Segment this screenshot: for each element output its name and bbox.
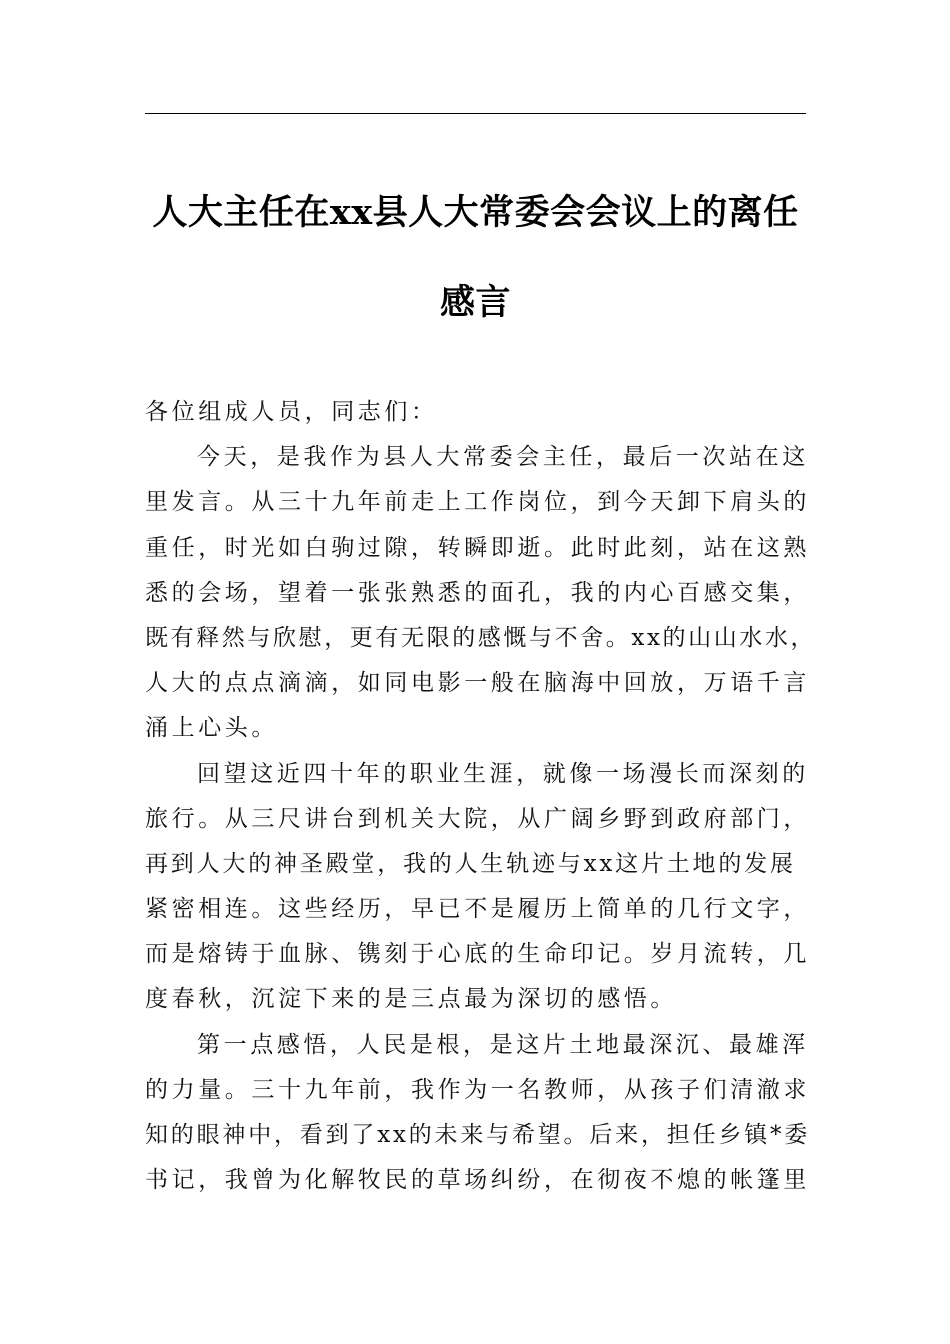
- paragraph-line: 度春秋，沉淀下来的是三点最为深切的感悟。: [145, 986, 677, 1013]
- paragraph-line: 既有释然与欣慰，更有无限的感慨与不舍。xx的山山水水，: [145, 624, 817, 651]
- header-rule: [145, 113, 806, 114]
- paragraph-1: [145, 435, 815, 751]
- document-title: [145, 168, 806, 348]
- paragraph-2: [145, 752, 815, 1023]
- title-line-2: 感言: [439, 282, 511, 323]
- paragraph-line: 紧密相连。这些经历，早已不是履历上简单的几行文字，: [145, 896, 810, 923]
- paragraph-line: 涌上心头。: [145, 715, 278, 742]
- paragraph-line: 再到人大的神圣殿堂，我的人生轨迹与xx这片土地的发展: [145, 850, 796, 877]
- paragraph-line: 人大的点点滴滴，如同电影一般在脑海中回放，万语千言: [145, 670, 810, 697]
- paragraph-line: 书记，我曾为化解牧民的草场纠纷，在彻夜不熄的帐篷里: [145, 1167, 810, 1194]
- paragraph-line: 回望这近四十年的职业生涯，就像一场漫长而深刻的: [197, 760, 809, 787]
- paragraph-line: 的力量。三十九年前，我作为一名教师，从孩子们清澈求: [145, 1076, 810, 1103]
- paragraph-line: 知的眼神中，看到了xx的未来与希望。后来，担任乡镇*委: [145, 1122, 811, 1148]
- paragraph-line: 悉的会场，望着一张张熟悉的面孔，我的内心百感交集，: [145, 579, 810, 606]
- paragraph-3: [145, 1023, 815, 1204]
- title-line-1: 人大主任在xx县人大常委会会议上的离任: [152, 192, 799, 233]
- salutation: 各位组成人员，同志们：: [145, 399, 438, 425]
- paragraph-line: 里发言。从三十九年前走上工作岗位，到今天卸下肩头的: [145, 489, 810, 516]
- paragraph-line: 第一点感悟，人民是根，是这片土地最深沉、最雄浑: [197, 1031, 809, 1058]
- document-body: [145, 390, 815, 1203]
- paragraph-line: 而是熔铸于血脉、镌刻于心底的生命印记。岁月流转，几: [145, 941, 810, 968]
- paragraph-line: 旅行。从三尺讲台到机关大院，从广阔乡野到政府部门，: [145, 805, 810, 832]
- paragraph-line: 重任，时光如白驹过隙，转瞬即逝。此时此刻，站在这熟: [145, 534, 810, 561]
- paragraph-line: 今天，是我作为县人大常委会主任，最后一次站在这: [197, 444, 809, 471]
